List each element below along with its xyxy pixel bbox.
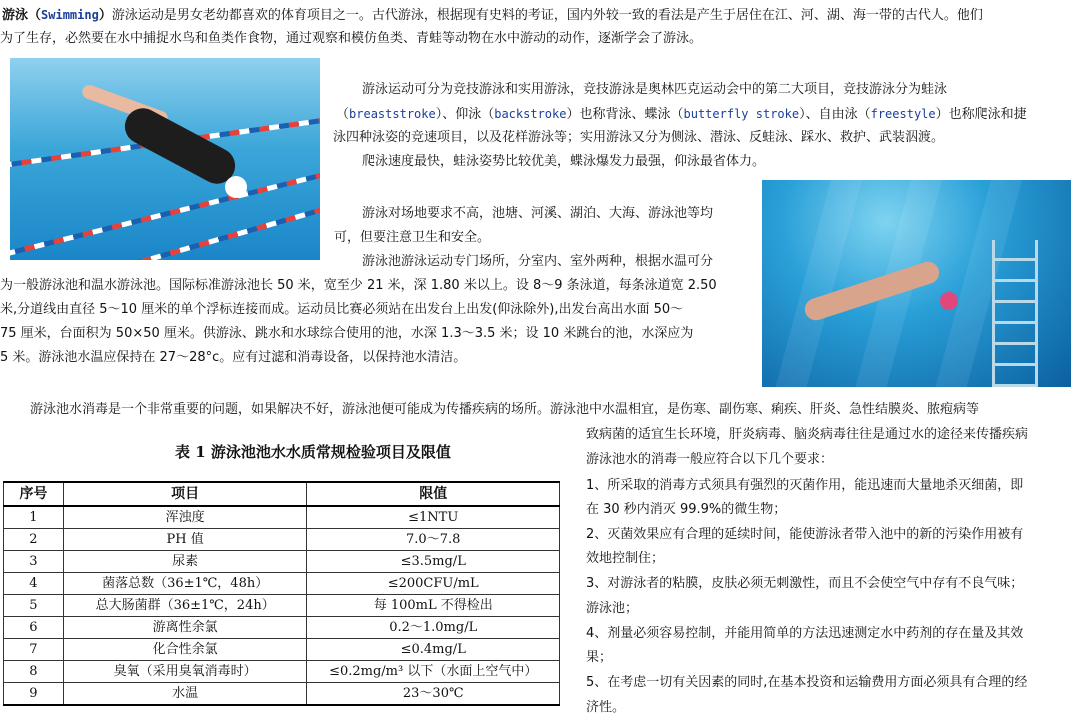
title-en: Swimming (41, 8, 99, 22)
req-2a: 2、灭菌效果应有合理的延续时间，能使游泳者带入池中的新的污染作用被有 (586, 527, 1024, 542)
title-cn: 游泳（ (2, 8, 42, 23)
table-row: 4 菌落总数（36±1℃，48h） ≤200CFU/mL (4, 573, 560, 595)
req-5b: 济性。 (586, 700, 626, 715)
intro-text-1: 游泳运动是男女老幼都喜欢的体育项目之一。古代游泳，根据现有史料的考证，国内外较一致的看法是产生于居住在江、河、湖、海一带的古代人。他们 (111, 8, 983, 23)
header-item: 项目 (63, 482, 307, 506)
req-2b: 效地控制住； (586, 551, 665, 566)
sec3-line-3: 游泳池游泳运动专门场所，分室内、室外两种，根据水温可分 (362, 254, 714, 269)
req-4a: 4、剂量必须容易控制，并能用简单的方法迅速测定水中药剂的存在量及其效 (586, 626, 1024, 641)
sec2-line-1: 游泳运动可分为竞技游泳和实用游泳，竞技游泳是奥林匹克运动会中的第二大项目，竞技游泳分为蛙泳 (362, 82, 948, 97)
table-row: 8 臭氧（采用臭氧消毒时） ≤0.2mg/m³ 以下（水面上空气中） (4, 661, 560, 683)
sec3-line-6: 75 厘米，台面积为 50×50 厘米。供游泳、跳水和水球综合使用的池，水深 1.3～3.5 米；设 10 米跳台的池，水深应为 (0, 326, 694, 341)
req-5a: 5、在考虑一切有关因素的同时,在基本投资和运输费用方面必须具有合理的经 (586, 675, 1028, 690)
table-row: 3 尿素 ≤3.5mg/L (4, 551, 560, 573)
intro-line-1 (2, 3, 983, 28)
sec4-line-2: 致病菌的适宜生长环境，肝炎病毒、脑炎病毒往往是通过水的途径来传播疾病 (586, 427, 1029, 442)
intro-line-2: 为了生存，必然要在水中捕捉水鸟和鱼类作食物，通过观察和模仿鱼类、青蛙等动物在水中游动的动作，逐渐学会了游泳。 (0, 31, 703, 46)
sec4-line-3: 游泳池水的消毒一般应符合以下几个要求： (586, 452, 834, 467)
table-header-row (4, 482, 560, 506)
sec3-line-5: 米,分道线由直径 5～10 厘米的单个浮标连接而成。运动员比赛必须站在出发台上出发(仰泳除外),出发台高出水面 50～ (0, 302, 684, 317)
table-row: 1 浑浊度 ≤1NTU (4, 506, 560, 529)
req-1b: 在 30 秒内消灭 99.9%的微生物； (586, 502, 787, 517)
title-close: ） (98, 8, 112, 23)
table-row: 5 总大肠菌群（36±1℃，24h） 每 100mL 不得检出 (4, 595, 560, 617)
req-1a: 1、所采取的消毒方式须具有强烈的灭菌作用，能迅速而大量地杀灭细菌，即 (586, 478, 1024, 493)
table-row: 2 PH 值 7.0～7.8 (4, 529, 560, 551)
underwater-swimmer-photo (762, 180, 1071, 387)
sec2-line-3: 泳四种泳姿的竞速项目，以及花样游泳等；实用游泳又分为侧泳、潜泳、反蛙泳、踩水、救护、武装泅渡。 (333, 130, 945, 145)
req-4b: 果； (586, 650, 613, 665)
sec2-line-2: （breaststroke）、仰泳（backstroke）也称背泳、蝶泳（butterfly stroke）、自由泳（freestyle）也称爬泳和捷 (336, 107, 1027, 122)
sec3-line-4: 为一般游泳池和温水游泳池。国际标准游泳池长 50 米，宽至少 21 米，深 1.80 米以上。设 8～9 条泳道，每条泳道宽 2.50 (0, 278, 717, 293)
diver-photo (10, 58, 320, 260)
table-row: 7 化合性余氯 ≤0.4mg/L (4, 639, 560, 661)
header-no: 序号 (4, 482, 64, 506)
sec4-line-1: 游泳池水消毒是一个非常重要的问题，如果解决不好，游泳池便可能成为传播疾病的场所。游泳池中水温相宜，是伤寒、副伤寒、痢疾、肝炎、急性结膜炎、脓疱病等 (30, 402, 980, 417)
water-quality-table (3, 481, 560, 706)
req-3a: 3、对游泳者的粘膜，皮肤必须无刺激性，而且不会使空气中存有不良气味； (586, 576, 1024, 591)
sec3-line-1: 游泳对场地要求不高，池塘、河溪、湖泊、大海、游泳池等均 (362, 206, 714, 221)
req-3b: 游泳池； (586, 601, 639, 616)
sec3-line-7: 5 米。游泳池水温应保持在 27～28°c。应有过滤和消毒设备，以保持池水清洁。 (0, 350, 467, 365)
sec2-line-4: 爬泳速度最快，蛙泳姿势比较优美，蝶泳爆发力最强，仰泳最省体力。 (362, 154, 766, 169)
header-limit: 限值 (307, 482, 560, 506)
sec3-line-2: 可，但要注意卫生和安全。 (334, 230, 491, 245)
table-row: 9 水温 23～30℃ (4, 683, 560, 706)
table-row: 6 游离性余氯 0.2～1.0mg/L (4, 617, 560, 639)
table-caption: 表 1 游泳池池水水质常规检验项目及限值 (175, 443, 451, 461)
